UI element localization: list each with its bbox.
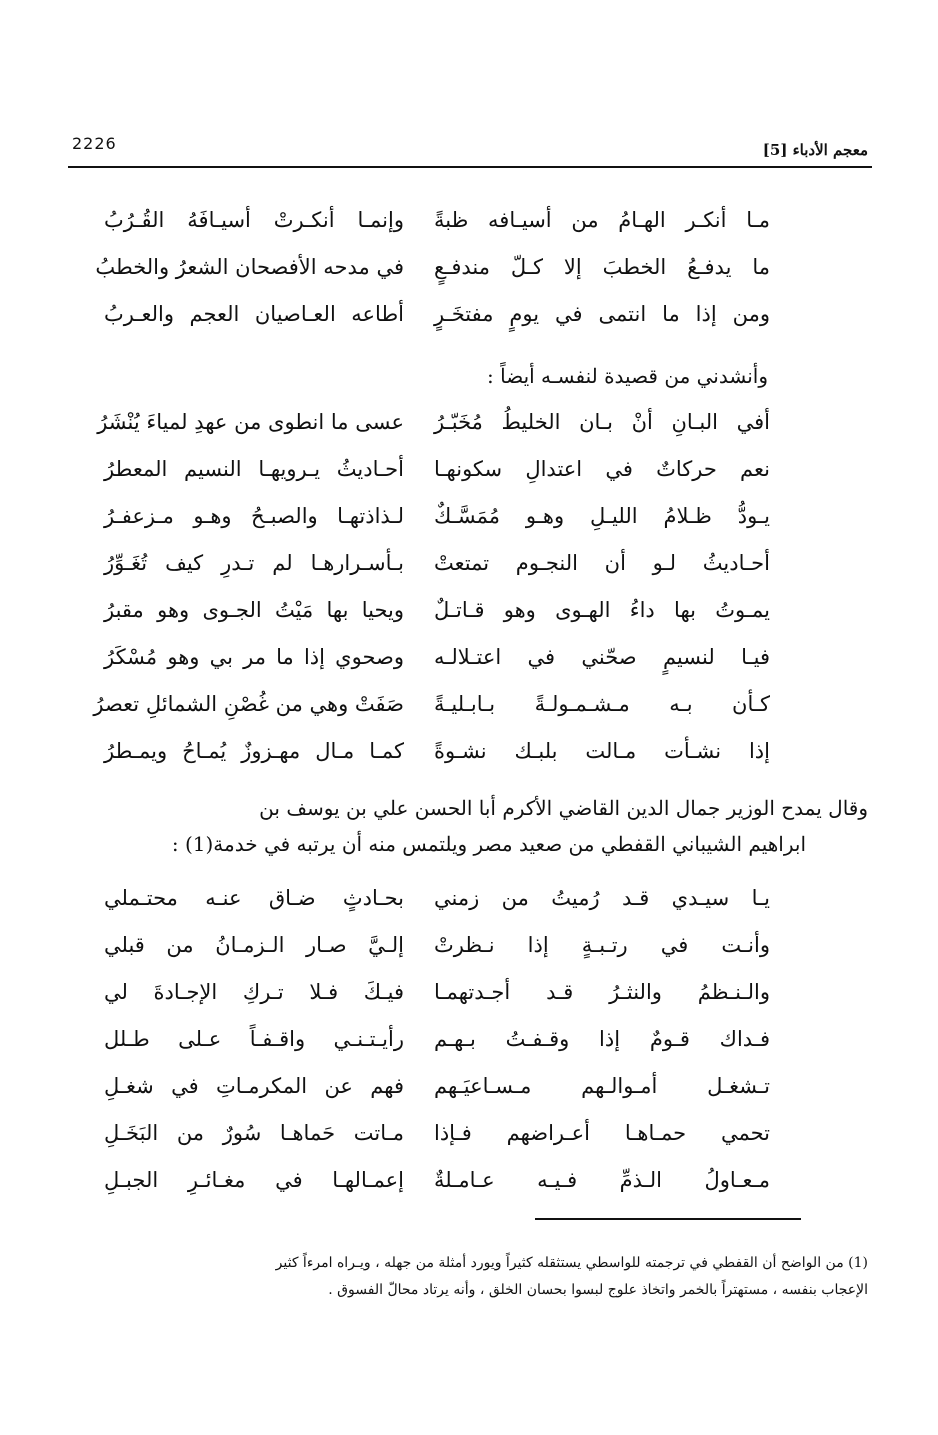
page-number: 2226 [72,134,117,153]
verse-first-hemistich: فـداك قـومٌ إذا وقـفـتُ بـهـم [434,1027,770,1051]
verse-first-hemistich: نعم حركاتٌ في اعتدالِ سكونهـا [434,457,770,481]
verse-line [0,878,938,925]
verse-second-hemistich: إعمـالهـا في مغـائـرِ الجبـلِ [104,1168,404,1192]
verse-line [0,1113,938,1160]
verse-second-hemistich: ويحيا بها مَيْتُ الجـوى وهو مقبرُ [104,598,404,622]
verse-first-hemistich: إذا نشـأت مـالت بلبـك نشـوةً [434,739,770,763]
verse-line [0,1160,938,1207]
verse-second-hemistich: كمـا مـال مهـزوزٌ يُمـاحُ ويمـطرُ [104,739,404,763]
verse-line [0,925,938,972]
verse-first-hemistich: والـنـظمُ والنثـرُ قـد أجـدتهمـا [434,980,770,1004]
verse-first-hemistich: وأنـت في رتـبـةٍ إذا نـظرتْ [434,933,770,957]
poem-1 [0,200,938,341]
verse-first-hemistich: تحمي حمـاهـا أعـراضهم فـإذا [434,1121,770,1145]
poem-3-intro-line-2: ابراهيم الشيباني القفطي من صعيد مصر ويلتمس منه أن يرتبه في خدمة(1) : [171,832,806,856]
verse-second-hemistich: وصحوي إذا ما مر بي وهو مُسْكَرُ [104,645,404,669]
verse-line [0,731,938,778]
verse-line [0,402,938,449]
verse-second-hemistich: أحـاديثُ يـرويهـا النسيم المعطرُ [104,457,404,481]
verse-first-hemistich: يـا سيـدي قـد رُميتُ من زمني [434,886,770,910]
verse-line [0,543,938,590]
verse-line [0,294,938,341]
verse-second-hemistich: وإنمـا أنكـرتْ أسيـافَهُ القُـرُبُ [104,208,404,232]
header-rule [68,166,872,168]
verse-second-hemistich: إلـيَّ صـار الـزمـانُ من قبلي [104,933,404,957]
verse-second-hemistich: رأيـتـنـي واقـفـاً عـلى طـلل [104,1027,404,1051]
verse-second-hemistich: لـذاذتهـا والصبـحُ وهـو مـزعفـرُ [104,504,404,528]
verse-first-hemistich: كـأن بـه مـشـمـولـةً بـابـليـةً [434,692,770,716]
verse-first-hemistich: ما يدفـعُ الخطبَ إلا كـلّ مندفـعٍ [434,255,770,279]
verse-second-hemistich: في مدحه الأفصحان الشعرُ والخطبُ [95,255,404,279]
verse-first-hemistich: يـودُّ ظـلامُ الليـلِ وهـو مُمَسَّـكٌ [434,504,770,528]
verse-line [0,1066,938,1113]
verse-line [0,590,938,637]
verse-first-hemistich: ومن إذا ما انتمى في يومٍ مفتخَـرٍ [434,302,770,326]
verse-second-hemistich: فيـكَ فـلا تـركِ الإجـادةَ لي [104,980,404,1004]
verse-second-hemistich: مـاتت حَماهـا سُورٌ من البَخَـلِ [104,1121,404,1145]
poem-2-intro: وأنشدني من قصيدة لنفسـه أيضاً : [487,364,768,388]
poem-3-intro-line-1: وقال يمدح الوزير جمال الدين القاضي الأكرم أبا الحسن علي بن يوسف بن [259,796,868,820]
poem-2 [0,402,938,778]
verse-first-hemistich: تـشغـل أمـوالـهم مـسـاعيَـهم [434,1074,770,1098]
footnote [68,1250,868,1304]
poem-3 [0,878,938,1207]
verse-second-hemistich: فهم عن المكرمـاتِ في شغـلِ [104,1074,404,1098]
verse-line [0,684,938,731]
verse-first-hemistich: مـا أنكـر الهـامُ من أسيـافه ظبةً [434,208,770,232]
verse-line [0,1019,938,1066]
verse-line [0,247,938,294]
footnote-rule [535,1218,801,1220]
verse-line [0,972,938,1019]
verse-line [0,200,938,247]
verse-second-hemistich: أطاعه العـاصيان العجم والعـربُ [104,302,404,326]
verse-line [0,496,938,543]
footnote-line-1: (1) من الواضح أن القفطي في ترجمته للواسطي يستثقله كثيراً ويورد أمثلة من جهله ، ويـراه امرءاً كثير [275,1255,868,1271]
verse-first-hemistich: فيـا لنسيمٍ صحّني في اعتـلالـه [434,645,770,669]
running-title: معجم الأدباء [5] [762,141,868,159]
verse-line [0,449,938,496]
verse-first-hemistich: مـعـاولُ الـذمِّ فـيـه عـامـلةٌ [434,1168,770,1192]
verse-first-hemistich: أفي البـانِ أنْ بـان الخليطُ مُخَبّـرُ [434,410,770,434]
verse-line [0,637,938,684]
verse-second-hemistich: بـأسـرارهـا لم تـدرِ كيف تُغَـوِّرُ [104,551,404,575]
verse-second-hemistich: عسى ما انطوى من عهدِ لمياءَ يُنْشَرُ [97,410,404,434]
footnote-line-2: الإعجاب بنفسه ، مستهتراً بالخمر واتخاذ علوج لبسوا بحسان الخلق ، وأنه يرتاد محالّ الفسوق . [328,1282,868,1298]
verse-second-hemistich: صَفَتْ وهي من غُصْنِ الشمائلِ تعصرُ [93,692,404,716]
verse-first-hemistich: أحـاديثُ لـو أن النجـوم تمتعتْ [434,551,770,575]
verse-first-hemistich: يمـوتُ بها داءُ الهـوى وهو قـاتـلٌ [434,598,770,622]
verse-second-hemistich: بحـادثٍ ضـاق عنـه محتـملي [104,886,404,910]
